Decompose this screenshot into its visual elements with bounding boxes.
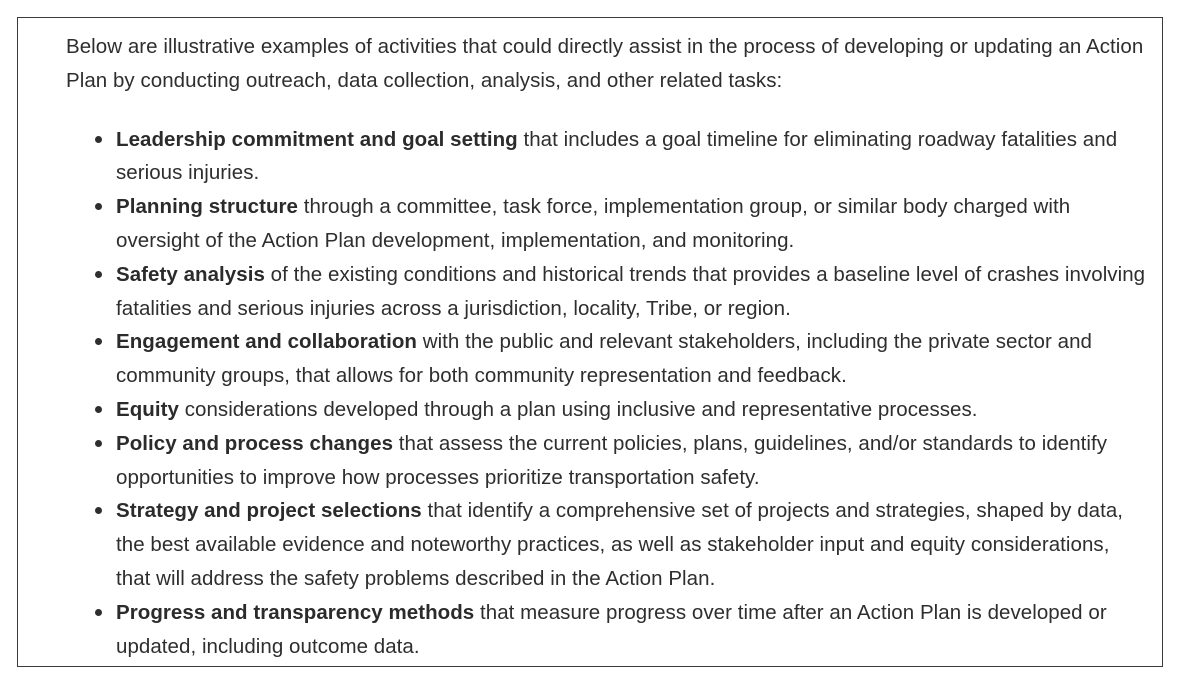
- list-item: [66, 123, 1146, 191]
- bullet-icon: [95, 440, 102, 447]
- list-item: [66, 325, 1146, 393]
- bullet-icon: [95, 507, 102, 514]
- item-text: that assess the current policies, plans, guidelines, and/or standards to identify opportunities to improve how processes prioritize transportation safety.: [116, 431, 1108, 489]
- list-item: [66, 258, 1146, 326]
- bullet-icon: [95, 271, 102, 278]
- list-item: [66, 596, 1146, 664]
- bullet-icon: [95, 609, 102, 616]
- item-text: with the public and relevant stakeholders, including the private sector and community groups, that allows for both community representation and feedback.: [116, 330, 1092, 388]
- item-term: Leadership commitment and goal setting: [116, 127, 518, 151]
- item-term: Engagement and collaboration: [116, 330, 417, 354]
- bullet-icon: [95, 338, 102, 345]
- item-term: Safety analysis: [116, 262, 265, 286]
- item-text: that includes a goal timeline for eliminating roadway fatalities and serious injuries.: [116, 127, 1118, 185]
- content-frame: [17, 17, 1163, 667]
- item-text: that identify a comprehensive set of projects and strategies, shaped by data, the best available evidence and noteworthy practices, as well as stakeholder input and equity considerations, that will address the safety problems described in the Action Plan.: [116, 499, 1124, 590]
- item-text: that measure progress over time after an Action Plan is developed or updated, including outcome data.: [116, 600, 1107, 658]
- activities-list: [66, 123, 1146, 664]
- item-text: of the existing conditions and historical trends that provides a baseline level of crashes involving fatalities and serious injuries across a jurisdiction, locality, Tribe, or region.: [116, 262, 1146, 320]
- list-item: [66, 494, 1146, 595]
- list-item: [66, 190, 1146, 258]
- item-text: considerations developed through a plan using inclusive and representative processes.: [178, 397, 978, 421]
- item-term: Policy and process changes: [116, 431, 394, 455]
- intro-paragraph: Below are illustrative examples of activities that could directly assist in the process of developing or updating an Action Plan by conducting outreach, data collection, analysis, and other related tasks:: [66, 35, 1144, 92]
- item-text: through a committee, task force, implementation group, or similar body charged with oversight of the Action Plan development, implementation, and monitoring.: [116, 195, 1071, 252]
- item-term: Strategy and project selections: [116, 499, 422, 523]
- list-item: [66, 427, 1146, 495]
- item-term: Progress and transparency methods: [116, 600, 475, 624]
- list-item: [66, 393, 1146, 427]
- item-term: Planning structure: [116, 195, 299, 219]
- bullet-icon: [95, 203, 102, 210]
- bullet-icon: [95, 136, 102, 143]
- bullet-icon: [95, 406, 102, 413]
- content-body: [66, 30, 1146, 663]
- item-term: Equity: [116, 397, 179, 421]
